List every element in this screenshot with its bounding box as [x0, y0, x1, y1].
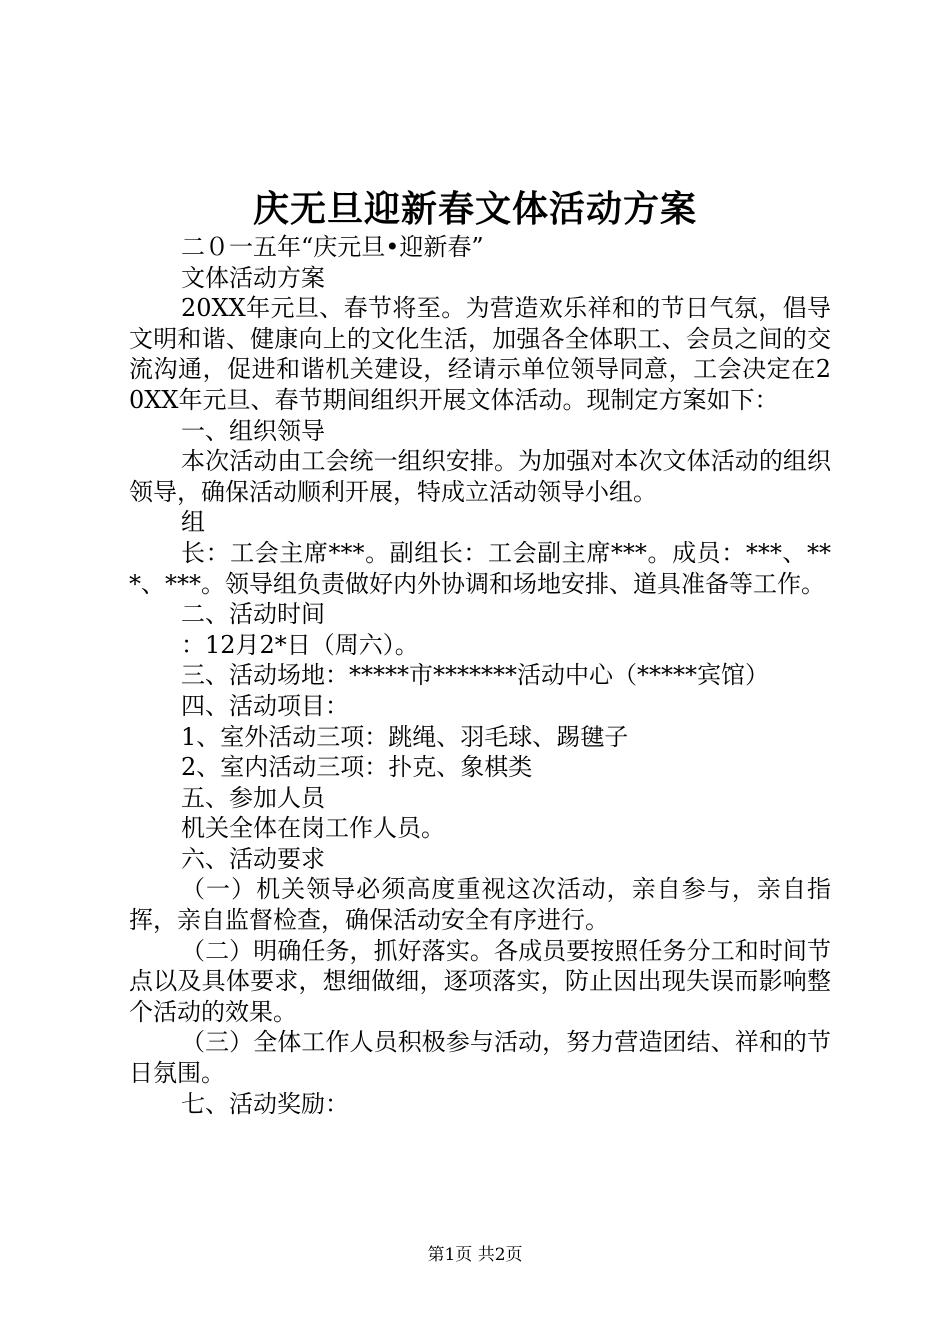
- document-title: 庆无旦迎新春文体活动方案: [252, 188, 697, 230]
- intro-paragraph: 20XX年元旦、春节将至。为营造欢乐祥和的节日气氛，倡导文明和谐、健康向上的文化生活，加强各全体职工、会员之间的交流沟通，促进和谐机关建设，经请示单位领导同意，工会决定在20XX年元旦、春节期间组织开展文体活动。现制定方案如下：: [129, 294, 831, 414]
- body-paragraph: 机关全体在岗工作人员。: [181, 814, 445, 843]
- section-heading: 一、组织领导: [181, 416, 325, 445]
- section-heading: 四、活动项目：: [181, 691, 349, 720]
- section-heading: 二、活动时间: [181, 600, 325, 629]
- body-paragraph: 本次活动由工会统一组织安排。为加强对本次文体活动的组织领导，确保活动顺利开展，特成立活动领导小组。: [129, 447, 831, 506]
- subtitle-line: 文体活动方案: [181, 263, 325, 292]
- section-heading: 七、活动奖励：: [181, 1089, 349, 1118]
- list-item: 2、室内活动三项：扑克、象棋类: [181, 753, 533, 782]
- document-body: [129, 232, 831, 1119]
- page-number: 第1页 共2页: [427, 1245, 523, 1265]
- subtitle-line: 二０一五年“庆元旦•迎新春”: [181, 233, 484, 261]
- body-paragraph: ：12月2*日（周六）。: [181, 630, 419, 659]
- section-heading: 三、活动场地：*****市*******活动中心（*****宾馆）: [181, 661, 769, 690]
- body-paragraph: （一）机关领导必须高度重视这次活动，亲自参与，亲自指挥，亲自监督检查，确保活动安全有序进行。: [129, 875, 831, 935]
- body-paragraph: （三）全体工作人员积极参与活动，努力营造团结、祥和的节日氛围。: [129, 1028, 831, 1088]
- section-heading: 六、活动要求: [181, 844, 325, 873]
- section-heading: 五、参加人员: [181, 783, 325, 812]
- body-paragraph: （二）明确任务，抓好落实。各成员要按照任务分工和时间节点以及具体要求，想细做细，逐项落实，防止因出现失误而影响整个活动的效果。: [129, 936, 831, 1026]
- body-paragraph: 组: [181, 508, 205, 537]
- list-item: 1、室外活动三项：跳绳、羽毛球、踢毽子: [181, 722, 629, 751]
- body-paragraph: 长：工会主席***。副组长：工会副主席***。成员：***、***、***。领导组负责做好内外协调和场地安排、道具准备等工作。: [129, 538, 831, 598]
